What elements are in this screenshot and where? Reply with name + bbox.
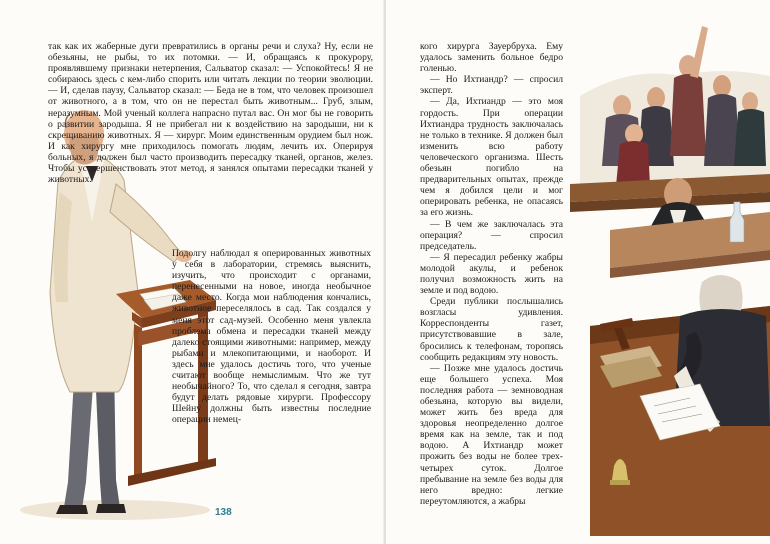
paragraph: — Но Ихтиандр? — спросил эксперт. xyxy=(420,74,563,97)
left-text-top: так как их жаберные дуги превратились в органы речи и слуха? Ну, если не обезьяны, не рыбы, то их потомки. — И, обращаясь к прокурору, проявлявшему признаки нетерпения, Сальватор сказал: — Успокойтесь! Я не собираюсь здесь с кем-либо спорить или читать лекции по теории эволюции. — И, сделав паузу, Сальватор сказал: — Беда не в том, что человек произошел от животного, а в том, что он не перестал быть животным... Груб, злым, неразумным. Мой ученый коллега напрасно путал вас. Он мог бы не говорить о развитии зародыша. Я не прибегал ни к воздействию на зародыши, ни к скрещиванию животных. Я — хирург. Моим единственным орудием был нож. И как хирургу мне приходилось помогать людям, лечить их. Оперируя больных, я должен был часто производить пересадку тканей, органов, желез. Чтобы усовершенствовать этот метод, я занялся опытами пересадки тканей у животных. xyxy=(48,41,373,186)
paragraph: Среди публики послышались возгласы удивления. Корреспонденты газет, присутствовавшие в зале, бросились к телефонам, торопясь сообщить редакциям эту новость. xyxy=(420,296,563,363)
paragraph: — Да, Ихтиандр — это моя гордость. При операции Ихтиандра трудность заключалась не только в технике. Я должен был изменить всю работу человеческого организма. Шесть обезьян погибло на предварительных опытах, прежде чем я добился цели и мог оперировать ребенка, не опасаясь за его жизнь. xyxy=(420,96,563,219)
paragraph: — Я пересадил ребенку жабры молодой акулы, и ребенок получил возможность жить на земле и под водою. xyxy=(420,251,563,297)
paragraph: — Позже мне удалось достичь еще большего успеха. Моя последняя работа — земноводная обезьяна, которую вы видели, может жить без вреда для здоровья неопределенно долгое время как на земле, так и под водою. А Ихтиандр может прожить без воды не более трех-четырех суток. Долгое пребывание на земле без воды для него вредно: легкие переутомляются, а жабры xyxy=(420,362,563,507)
paragraph: — В чем же заключалась эта операция? — спросил председатель. xyxy=(420,218,563,252)
right-page xyxy=(386,0,770,544)
paragraph: кого хирурга Зауербруха. Ему удалось заменить больное бедро голенью. xyxy=(420,41,563,75)
left-text-bottom: Подолгу наблюдал я оперированных животных у себя в лаборатории, стремясь выяснить, изучить, что происходит с органами, перенесенными на новое, иногда необычное даже место. Когда мои наблюдения кончались, животное переселялось в сад. Так создался у меня этот сад-музей. Особенно меня увлекла проблема обмена и пересадки тканей между далеко стоящими животными: например, между рыбами и млекопитающими, и наоборот. И здесь мне удалось достичь того, что ученые считают вообще немыслимым. Что же тут необычайного? То, что сделал я сегодня, завтра будут делать рядовые хирурги. Профессору Шейну должны быть известны последние операции немец- xyxy=(172,248,371,426)
right-text-column xyxy=(420,41,563,507)
page-number: 138 xyxy=(215,507,232,518)
courtroom-illustration xyxy=(570,6,770,536)
